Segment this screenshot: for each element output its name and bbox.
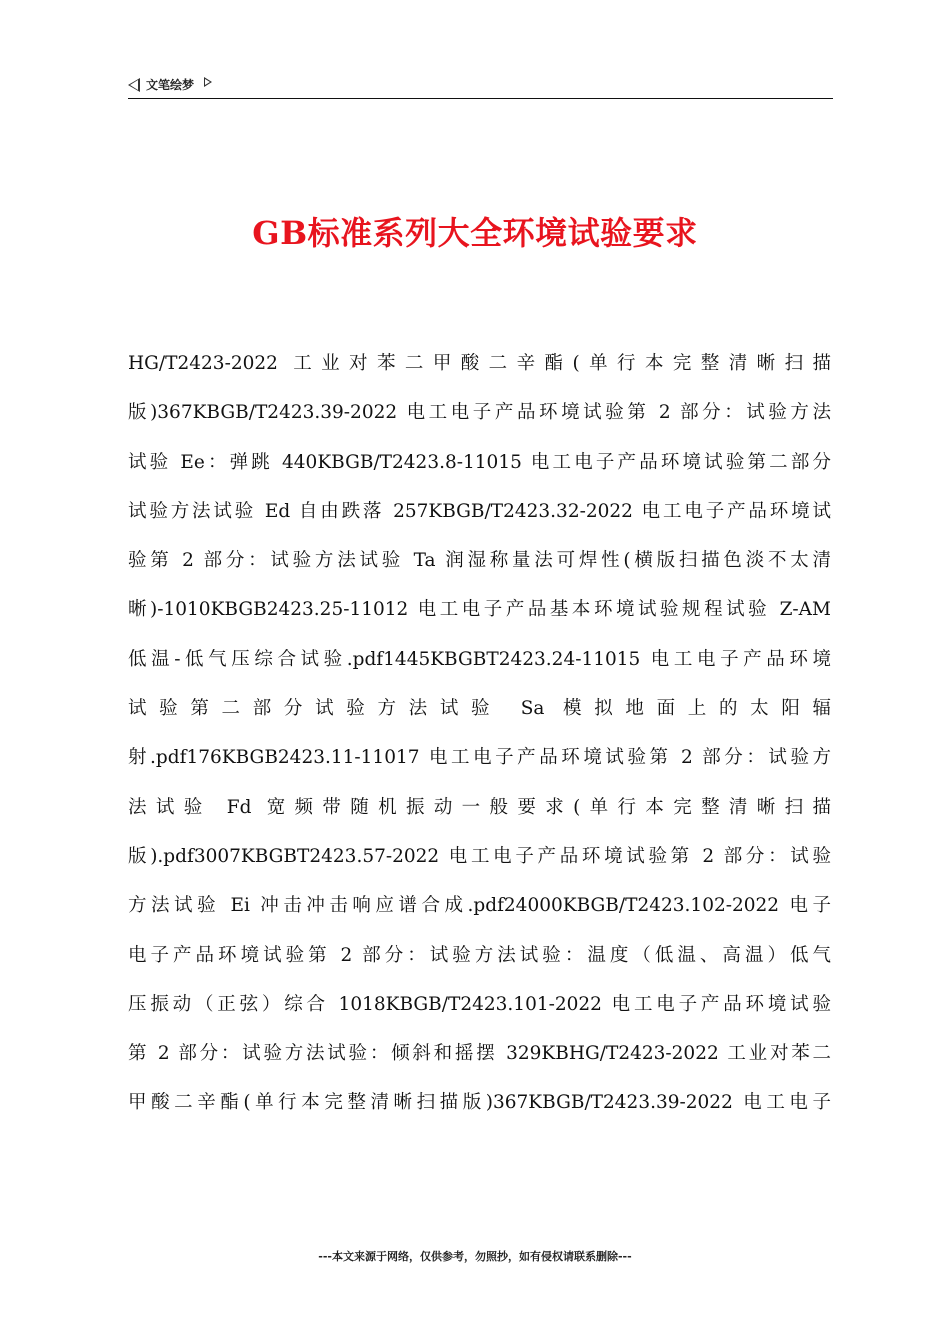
body-text-line: 试验方法试验 Ed 自由跌落 257KBGB/T2423.32-2022 电工电子产品环境试 (128, 500, 831, 522)
triangle-right-icon (204, 77, 212, 87)
body-text-line: 法试验 Fd 宽频带随机振动一般要求(单行本完整清晰扫描 (128, 796, 831, 818)
body-text-line: 射.pdf176KBGB2423.11-11017 电工电子产品环境试验第 2 部分：试验方 (128, 747, 831, 769)
header-brand (128, 76, 212, 93)
body-text-line: 甲酸二辛酯(单行本完整清晰扫描版)367KBGB/T2423.39-2022 电工电子 (128, 1092, 831, 1114)
body-text-line: 版)367KBGB/T2423.39-2022 电工电子产品环境试验第 2 部分：试验方法 (128, 402, 831, 424)
document-title: GB标准系列大全环境试验要求 (252, 214, 698, 252)
body-text-line: 验第 2 部分：试验方法试验 Ta 润湿称量法可焊性(横版扫描色淡不太清 (128, 550, 831, 572)
body-text-line: 电子产品环境试验第 2 部分：试验方法试验：温度（低温、高温）低气 (128, 944, 831, 966)
body-text-line: 低温-低气压综合试验.pdf1445KBGBT2423.24-11015 电工电子产品环境 (128, 648, 831, 670)
body-text-line: 方法试验 Ei 冲击冲击响应谱合成.pdf24000KBGB/T2423.102-2022 电子 (128, 895, 831, 917)
triangle-left-icon (128, 78, 140, 92)
document-body (128, 343, 831, 1132)
page-header (128, 74, 833, 99)
body-text-line: 第 2 部分：试验方法试验：倾斜和摇摆 329KBHG/T2423-2022 工业对苯二 (128, 1043, 831, 1065)
body-text-line: 版).pdf3007KBGBT2423.57-2022 电工电子产品环境试验第 2 部分：试验 (128, 845, 831, 867)
brand-text: 文笔绘梦 (146, 78, 195, 92)
body-text-line: 试验 Ee：弹跳 440KBGB/T2423.8-11015 电工电子产品环境试验第二部分 (128, 451, 831, 473)
footer-notice: ---本文来源于网络，仅供参考，勿照抄，如有侵权请联系删除--- (318, 1250, 632, 1263)
body-text-line: HG/T2423-2022 工业对苯二甲酸二辛酯(单行本完整清晰扫描 (128, 353, 831, 374)
body-text-line: 压振动（正弦）综合 1018KBGB/T2423.101-2022 电工电子产品环境试验 (128, 993, 831, 1015)
body-text-line: 试验第二部分试验方法试验 Sa 模拟地面上的太阳辐 (128, 698, 831, 720)
body-text-line: 晰)-1010KBGB2423.25-11012 电工电子产品基本环境试验规程试验 Z-AM (128, 599, 831, 621)
